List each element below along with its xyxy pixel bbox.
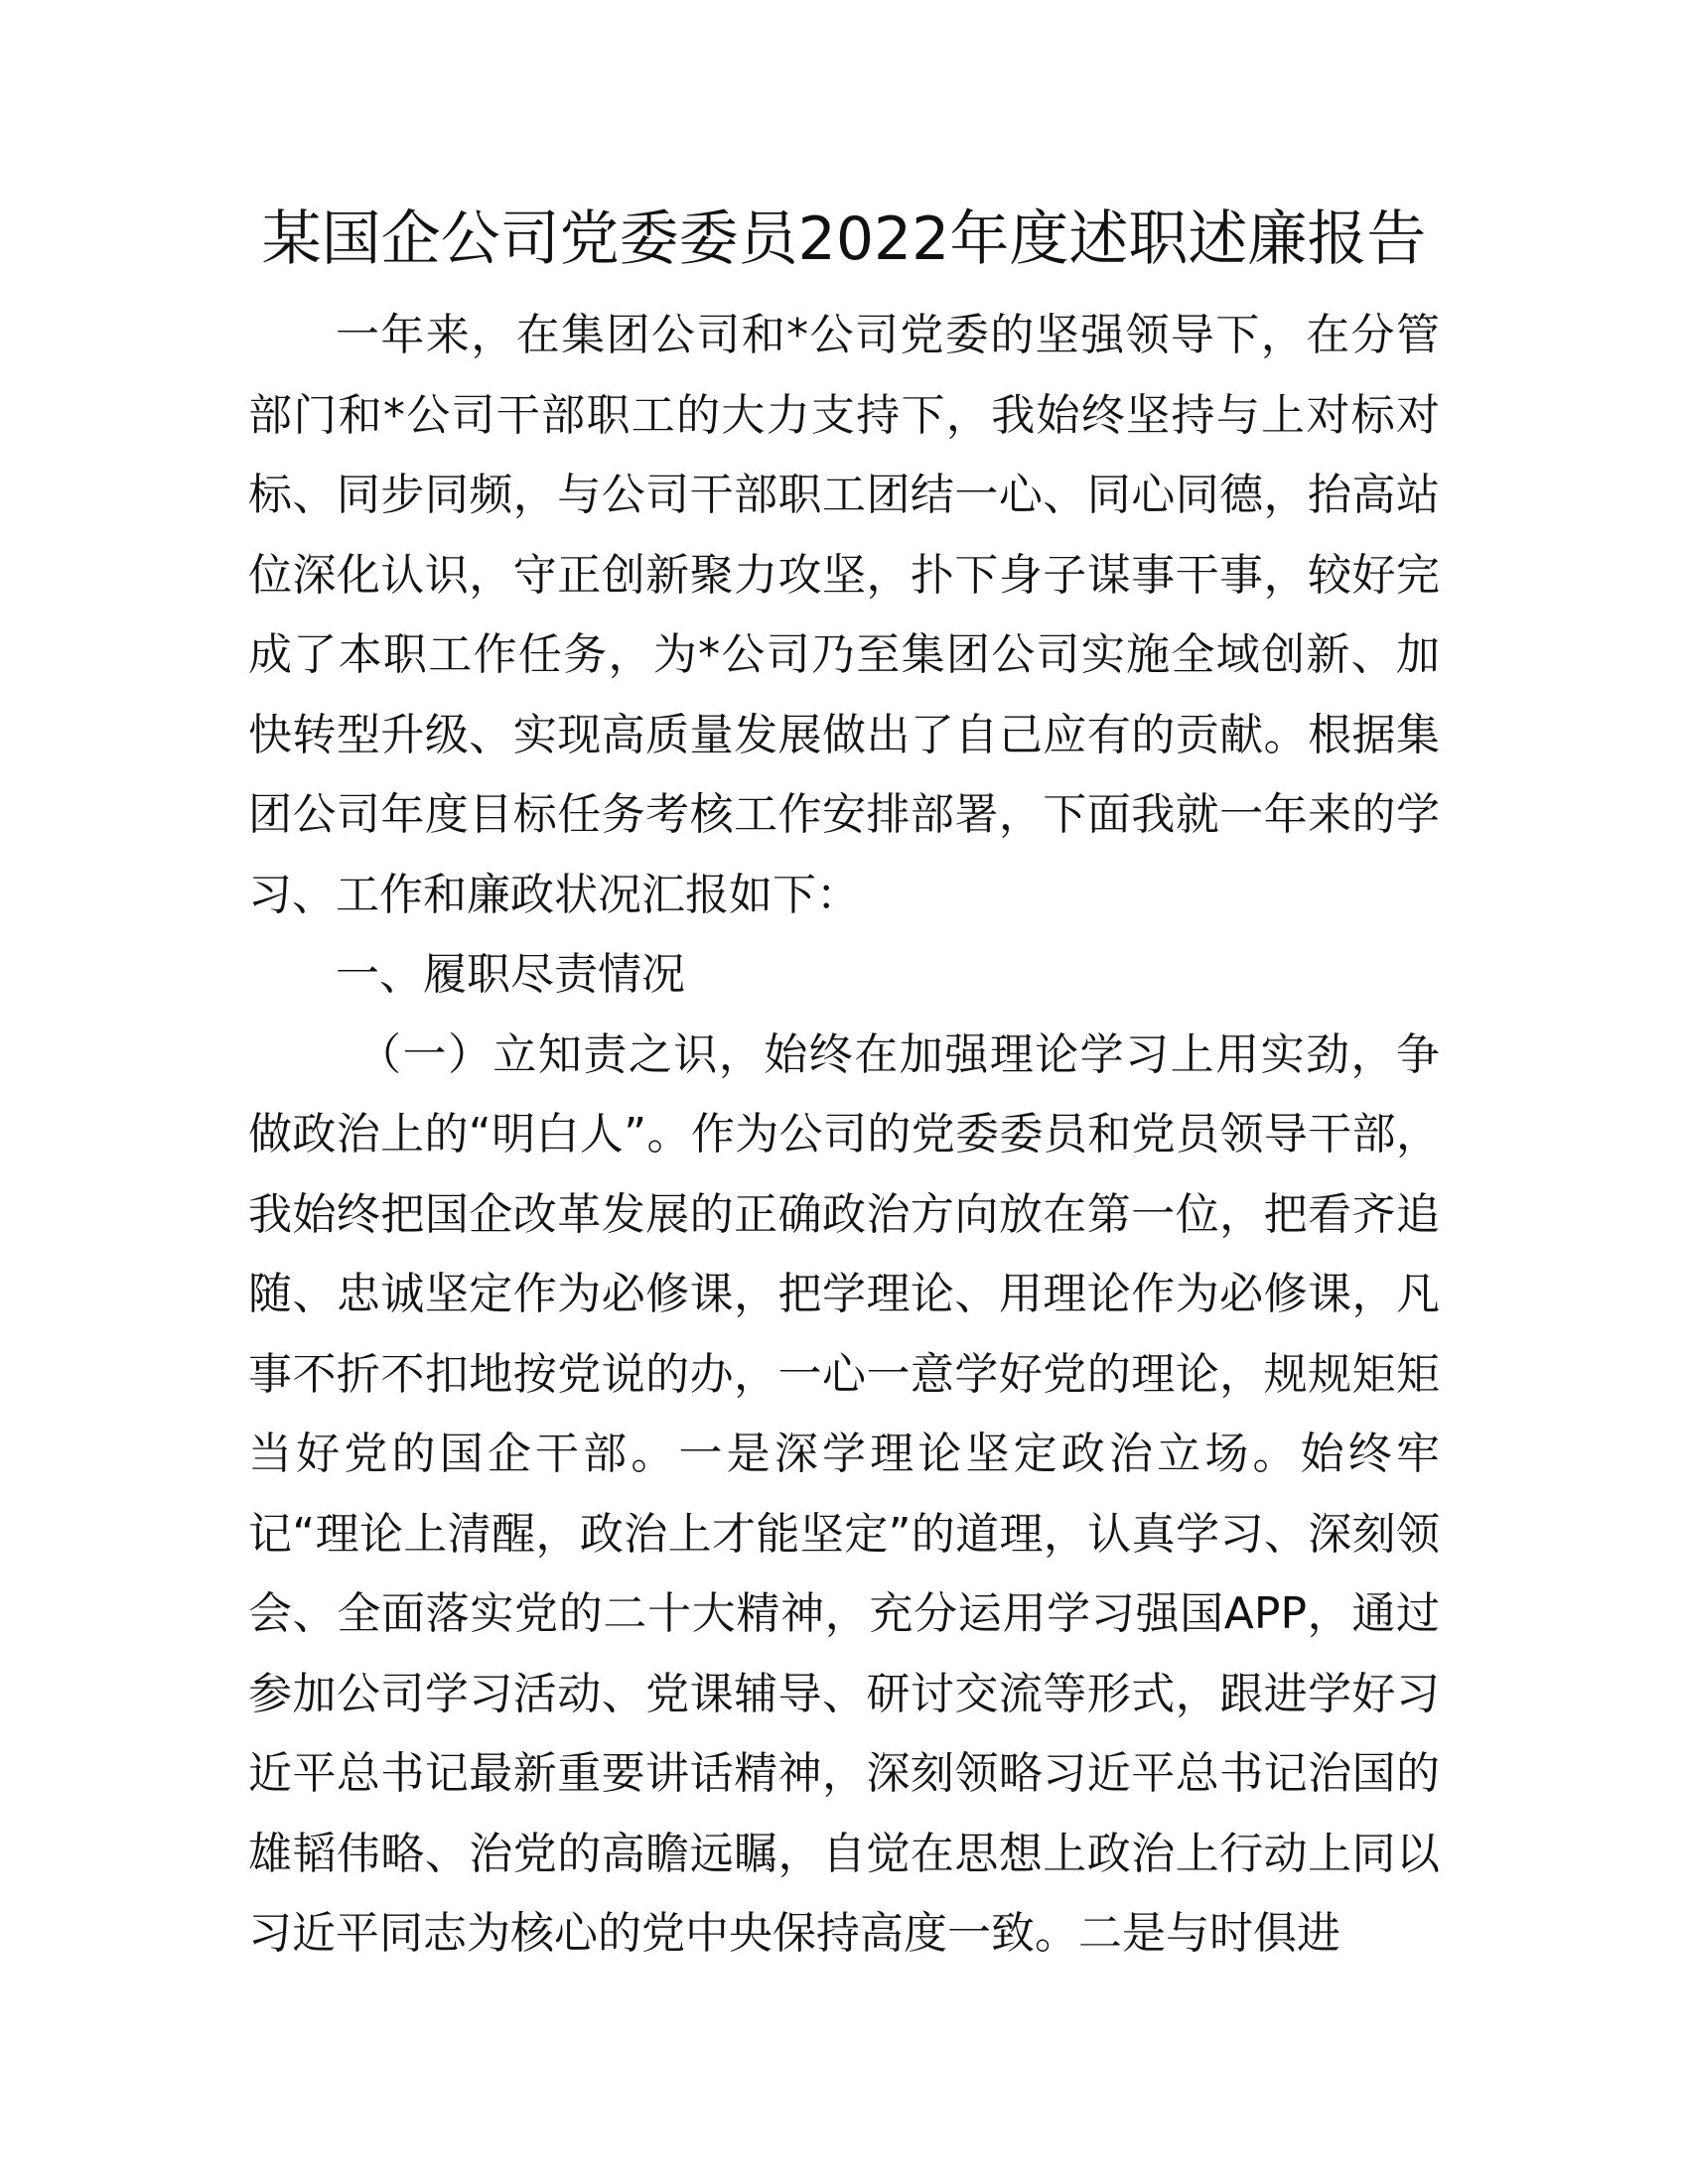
section-heading: 一、履职尽责情况 — [336, 949, 685, 1000]
document-body — [248, 296, 1440, 1975]
document-title: 某国企公司党委委员2022年度述职述廉报告 — [261, 205, 1427, 274]
paragraph-section-one: （一）立知责之识，始终在加强理论学习上用实劲，争做政治上的“明白人”。作为公司的党委委员和党员领导干部，我始终把国企改革发展的正确政治方向放在第一位，把看齐追随、忠诚坚定作为必修课，把学理论、用理论作为必修课，凡事不折不扣地按党说的办，一心一意学好党的理论，规规矩矩当好党的国企干部。一是深学理论坚定政治立场。始终牢记“理论上清醒，政治上才能坚定”的道理，认真学习、深刻领会、全面落实党的二十大精神，充分运用学习强国APP，通过参加公司学习活动、党课辅导、研讨交流等形式，跟进学好习近平总书记最新重要讲话精神，深刻领略习近平总书记治国的雄韬伟略、治党的高瞻远瞩，自觉在思想上政治上行动上同以习近平同志为核心的党中央保持高度一致。二是与时俱进 — [248, 1028, 1440, 1959]
paragraph-intro: 一年来，在集团公司和*公司党委的坚强领导下，在分管部门和*公司干部职工的大力支持下，我始终坚持与上对标对标、同步同频，与公司干部职工团结一心、同心同德，抬高站位深化认识，守正创新聚力攻坚，扑下身子谋事干事，较好完成了本职工作任务，为*公司乃至集团公司实施全域创新、加快转型升级、实现高质量发展做出了自己应有的贡献。根据集团公司年度目标任务考核工作安排部署，下面我就一年来的学习、工作和廉政状况汇报如下： — [248, 310, 1440, 920]
